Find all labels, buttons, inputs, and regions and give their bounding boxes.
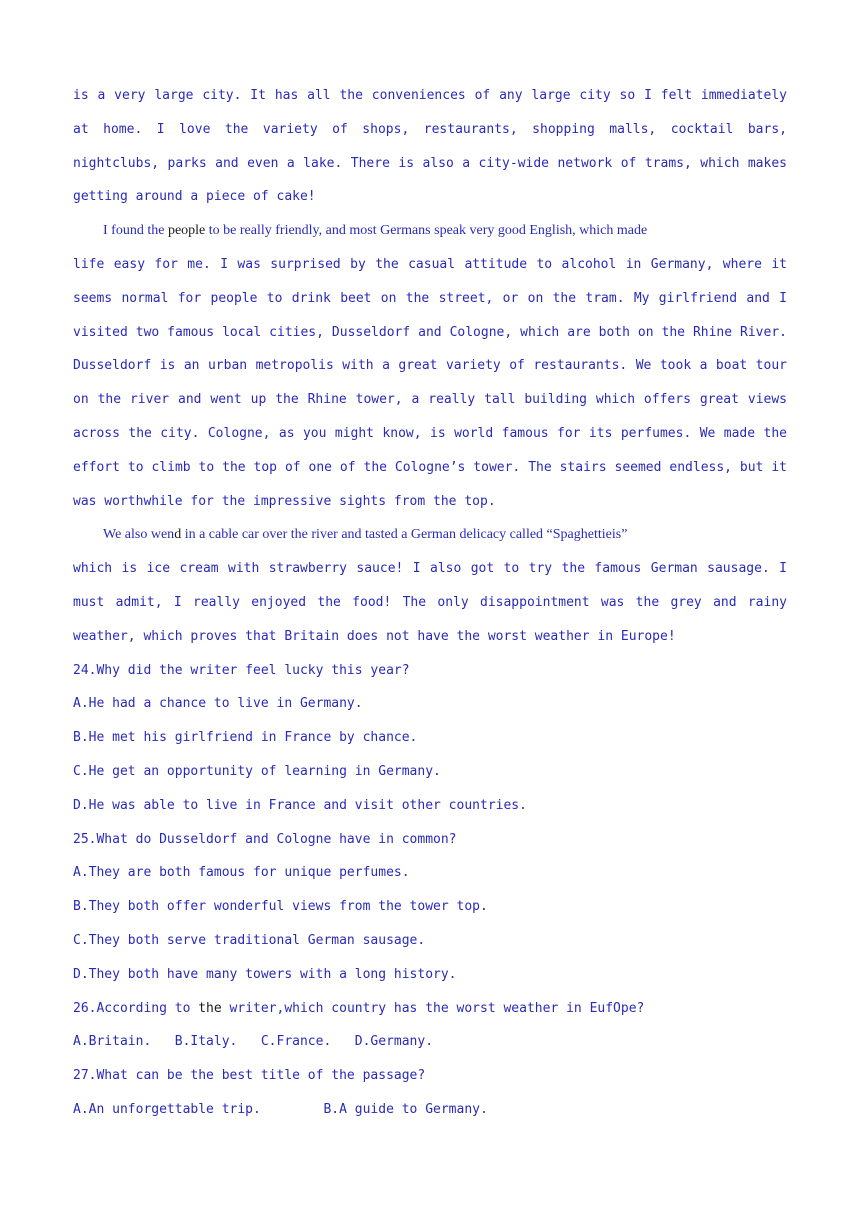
option-d: D.They both have many towers with a long history. [73, 966, 457, 982]
stem-word: the [198, 1000, 222, 1016]
paragraph-1: is a very large city. It has all the conveniences of any large city so I felt immediately at home. I love the variety of shops, restaurants, shopping malls, cocktail bars, nightclubs, parks and even a lake. There is also a city-wide network of trams, which makes getting around a piece of cake! [73, 88, 787, 205]
stem-end: writer,which country has the worst weather in EufOpe? [221, 1000, 645, 1016]
paragraph-2-cont: to be really friendly, and most Germans speak very good English, which made [205, 223, 648, 239]
paragraph-2-body: life easy for me. I was surprised by the casual attitude to alcohol in Germany, where it seems normal for people to drink beet on the street, or on the tram. My girlfriend and I visited two famous local cities, Dusseldorf and Cologne, which are both on the Rhine River. Dusseldorf is an urban metropolis with a great variety of restaurants. We took a boat tour on the river and went up the Rhine tower, a really tall building which offers great views across the city. Cologne, as you might know, is world famous for its perfumes. We made the effort to climb to the top of one of the Cologne’s tower. The stairs seemed endless, but it was worthwhile for the impressive sights from the top. [73, 256, 787, 509]
option-d: D.He was able to live in France and visit other countries. [73, 797, 527, 813]
option-b: B.He met his girlfriend in France by chance. [73, 730, 418, 746]
question-stem [73, 992, 787, 1026]
paragraph-2-start: I found the [103, 223, 168, 239]
option-c: C.He get an opportunity of learning in Germany. [73, 763, 441, 779]
question-stem: 25.What do Dusseldorf and Cologne have in common? [73, 831, 457, 847]
stem-start: 26.According to [73, 1000, 199, 1016]
option-a: A.He had a chance to live in Germany. [73, 696, 363, 712]
question-stem: 27.What can be the best title of the passage? [73, 1068, 426, 1084]
question-24 [73, 654, 787, 823]
paragraph-2 [73, 214, 787, 248]
paragraph-3-letter: d [174, 527, 182, 543]
paragraph-3-body: which is ice cream with strawberry sauce! I also got to try the famous German sausage. I must admit, I really enjoyed the food! The only disappointment was the grey and rainy weather, which proves that Britain does not have the worst weather in Europe! [73, 561, 787, 644]
options-line: A.Britain. B.Italy. C.France. D.Germany. [73, 1034, 434, 1050]
paragraph-3 [73, 518, 787, 552]
question-27 [73, 1059, 787, 1127]
document-page [73, 79, 787, 1127]
paragraph-3-start: We also wen [103, 527, 175, 543]
option-a: A.They are both famous for unique perfumes. [73, 865, 410, 881]
option-c: C.They both serve traditional German sausage. [73, 932, 426, 948]
question-25 [73, 823, 787, 992]
paragraph-3-cont: in a cable car over the river and tasted a German delicacy called “Spaghettieis” [181, 527, 628, 543]
passage [73, 79, 787, 654]
option-b: B.They both offer wonderful views from the tower top. [73, 899, 488, 915]
paragraph-2-word: people [167, 223, 206, 239]
question-26 [73, 992, 787, 1060]
options-line: A.An unforgettable trip. B.A guide to Germany. [73, 1101, 488, 1117]
question-stem: 24.Why did the writer feel lucky this year? [73, 662, 410, 678]
